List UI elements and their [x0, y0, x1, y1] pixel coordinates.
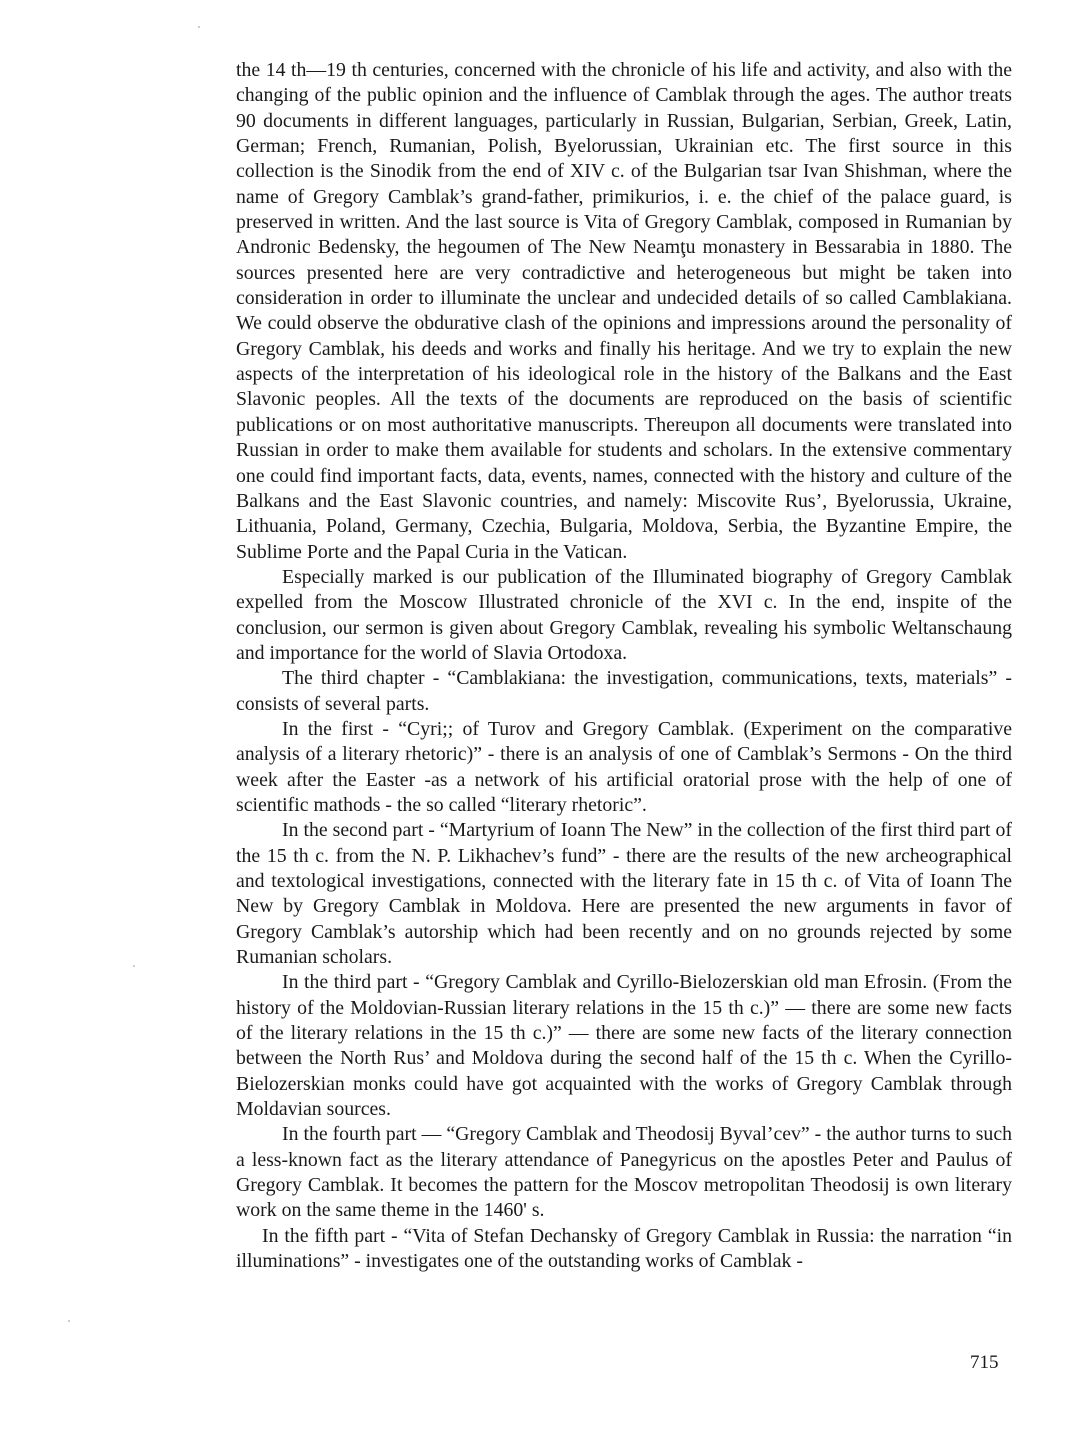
- paragraph-fourth-part: In the fourth part — “Gregory Camblak and Theodosij Byval’cev” - the author turns to such a less-known fact as the literary attendance of Panegyricus on the apostles Peter and Paulus of Gregory Camblak. It becomes the pattern for the Moscov metropolitan Theodosij is own literary work on the same theme in the 1460' s.: [236, 1123, 1012, 1222]
- paragraph-third-part: In the third part - “Gregory Camblak and Cyrillo-Bielozerskian old man Efrosin. (From the history of the Moldovian-Russian literary relations in the 15 th c.)” — there are some new facts of the literary relations in the 15 th c.)” — there are some new facts of the literary connection between the North Rus’ and Moldova during the second half of the 15 th c. When the Cyrillo-Bielozerskian monks could have got acquainted with the works of Gregory Camblak through Moldavian sources.: [236, 971, 1012, 1121]
- paragraph-continuation: the 14 th—19 th centuries, concerned with the chronicle of his life and activity, and also with the changing of the public opinion and the influence of Camblak through the ages. The author treats 90 documents in different languages, particularly in Russian, Bulgarian, Serbian, Greek, Latin, German; French, Rumanian, Polish, Byelorussian, Ukrainian etc. The first source in this collection is the Sinodik from the end of XIV c. of the Bulgarian tsar Ivan Shishman, where the name of Gregory Camblak’s grand-father, primikurios, i. e. the chief of the palace guard, is preserved in written. And the last source is Vita of Gregory Camblak, composed in Rumanian by Andronic Bedensky, the hegoumen of The New Neamţu monastery in Bessarabia in 1880. The sources presented here are very contradictive and heterogeneous but might be taken into consideration in order to illuminate the unclear and undecided details of so called Camblakiana. We could observe the obdurative clash of the opinions and impressions around the personality of Gregory Camblak, his deeds and works and finally his heritage. And we try to explain the new aspects of the interpretation of his ideological role in the history of the Balkans and the East Slavonic peoples. All the texts of the documents are reproduced on the basis of scientific publications or on most authoritative manuscripts. Thereupon all documents were translated into Russian in order to make them available for students and scholars. In the extensive commentary one could find important facts, data, events, names, connected with the history and culture of the Balkans and the East Slavonic countries, and namely: Miscovite Rus’, Byelorussia, Ukraine, Lithuania, Poland, Germany, Czechia, Bulgaria, Moldova, Serbia, the Byzantine Empire, the Sublime Porte and the Papal Curia in the Vatican.: [236, 59, 1012, 563]
- paragraph-illuminated-biography: Especially marked is our publication of the Illuminated biography of Gregory Camblak expelled from the Moscow Illustrated chronicle of the XVI c. In the end, inspite of the conclusion, our sermon is given about Gregory Camblak, revealing his symbolic Weltanschaung and importance for the world of Slavia Ortodoxa.: [236, 565, 1012, 664]
- paragraph-second-part: In the second part - “Martyrium of Ioann The New” in the collection of the first third part of the 15 th c. from the N. P. Likhachev’s fund” - there are the results of the new archeographical and textological investigations, connected with the literary fate in 15 th c. of Vita of Ioann The New by Gregory Camblak in Moldova. Here are presented the new arguments in favor of Gregory Camblak’s autorship which had been recently and on no grounds rejected by some Rumanian scholars.: [236, 819, 1012, 969]
- body-text: [236, 58, 1012, 1275]
- scan-speck: [68, 1320, 70, 1322]
- scan-speck: [198, 26, 200, 28]
- scan-speck: [133, 965, 135, 967]
- paragraph-first-part: In the first - “Cyri;; of Turov and Gregory Camblak. (Experiment on the comparative analysis of a literary rhetoric)” - there is an analysis of one of Camblak’s Sermons - On the third week after the Easter -as a network of his artificial oratorial prose with the help of one of scientific mathods - the so called “literary rhetoric”.: [236, 717, 1012, 816]
- paragraph-fifth-part: In the fifth part - “Vita of Stefan Dechansky of Gregory Camblak in Russia: the narration “in illuminations” - investigates one of the outstanding works of Camblak -: [236, 1224, 1012, 1273]
- paragraph-third-chapter: The third chapter - “Camblakiana: the investigation, communications, texts, materials” - consists of several parts.: [236, 667, 1012, 715]
- page-number: 715: [970, 1352, 999, 1373]
